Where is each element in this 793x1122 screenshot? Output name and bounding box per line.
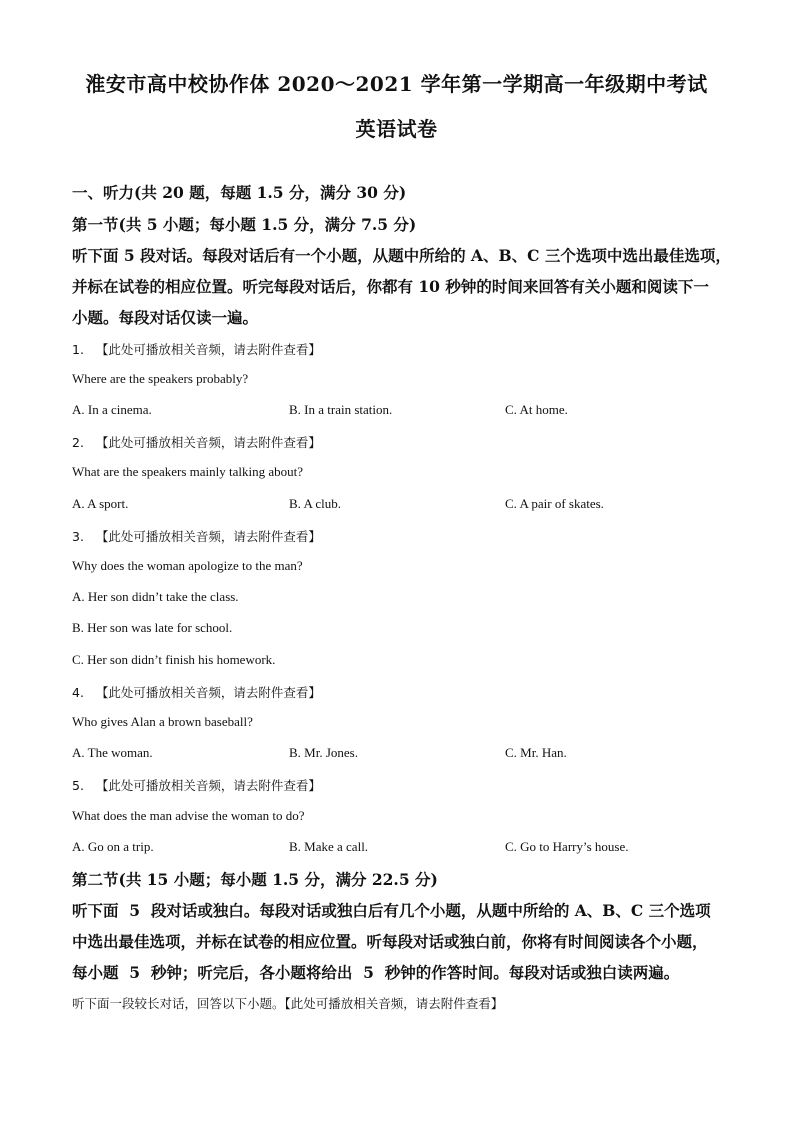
part-heading: 一、听力(共 20 题，每题 1.5 分，满分 30 分)	[72, 183, 407, 202]
question-4-header	[72, 683, 321, 701]
question-number: 1.	[72, 342, 84, 357]
question-1-option-a: A. In a cinema.	[72, 402, 152, 417]
question-3-text: Why does the woman apologize to the man?	[72, 558, 303, 573]
audio-note[interactable]: 【此处可播放相关音频，请去附件查看】	[95, 342, 321, 357]
question-5-text: What does the man advise the woman to do?	[72, 808, 305, 823]
audio-note[interactable]: 【此处可播放相关音频，请去附件查看】	[95, 685, 321, 700]
section1-instruction-line-2: 并标在试卷的相应位置。听完每段对话后，你都有 10 秒钟的时间来回答有关小题和阅读下一	[72, 277, 709, 296]
question-5-option-c: C. Go to Harry’s house.	[505, 839, 629, 854]
question-number: 3.	[72, 529, 84, 544]
audio-note[interactable]: 【此处可播放相关音频，请去附件查看】	[95, 529, 321, 544]
audio-note[interactable]: 【此处可播放相关音频，请去附件查看】	[95, 778, 321, 793]
question-number: 2.	[72, 435, 84, 450]
section2-instruction-line-1: 听下面 5 段对话或独白。每段对话或独白后有几个小题，从题中所给的 A、B、C 三个选项	[72, 901, 711, 920]
question-2-text: What are the speakers mainly talking about?	[72, 464, 304, 479]
exam-subject-title: 英语试卷	[355, 117, 438, 141]
question-2-option-b: B. A club.	[289, 496, 342, 511]
question-3-option-c: C. Her son didn’t finish his homework.	[72, 652, 276, 667]
question-3-header	[72, 527, 321, 545]
audio-note[interactable]: 【此处可播放相关音频，请去附件查看】	[95, 435, 321, 450]
section1-instruction-line-1: 听下面 5 段对话。每段对话后有一个小题，从题中所给的 A、B、C 三个选项中选出最佳选项，	[72, 246, 731, 265]
section1-instruction-line-3: 小题。每段对话仅读一遍。	[72, 308, 259, 327]
question-4-option-b: B. Mr. Jones.	[289, 745, 358, 760]
question-number: 5.	[72, 778, 84, 793]
exam-title: 淮安市高中校协作体 2020～2021 学年第一学期高一年级期中考试	[85, 72, 708, 96]
question-1-text: Where are the speakers probably?	[72, 371, 249, 386]
question-5-option-b: B. Make a call.	[289, 839, 369, 854]
question-5-option-a: A. Go on a trip.	[72, 839, 154, 854]
question-1-option-b: B. In a train station.	[289, 402, 393, 417]
question-4-option-a: A. The woman.	[72, 745, 153, 760]
question-2-header	[72, 433, 321, 451]
section1-heading: 第一节(共 5 小题；每小题 1.5 分，满分 7.5 分)	[72, 215, 417, 234]
question-5-header	[72, 776, 321, 794]
section2-instruction-line-3: 每小题 5 秒钟；听完后，各小题将给出 5 秒钟的作答时间。每段对话或独白读两遍。	[72, 963, 680, 982]
question-number: 4.	[72, 685, 84, 700]
question-1-header	[72, 340, 321, 358]
section2-instruction-line-2: 中选出最佳选项，并标在试卷的相应位置。听每段对话或独白前，你将有时间阅读各个小题，	[72, 932, 708, 951]
question-4-option-c: C. Mr. Han.	[505, 745, 567, 760]
question-1-option-c: C. At home.	[505, 402, 568, 417]
question-2-option-c: C. A pair of skates.	[505, 496, 604, 511]
question-2-option-a: A. A sport.	[72, 496, 129, 511]
question-4-text: Who gives Alan a brown baseball?	[72, 714, 253, 729]
question-3-option-b: B. Her son was late for school.	[72, 620, 233, 635]
section2-audio-note[interactable]: 听下面一段较长对话，回答以下小题。【此处可播放相关音频，请去附件查看】	[72, 996, 504, 1011]
section2-heading: 第二节(共 15 小题；每小题 1.5 分，满分 22.5 分)	[72, 870, 438, 889]
question-3-option-a: A. Her son didn’t take the class.	[72, 589, 239, 604]
